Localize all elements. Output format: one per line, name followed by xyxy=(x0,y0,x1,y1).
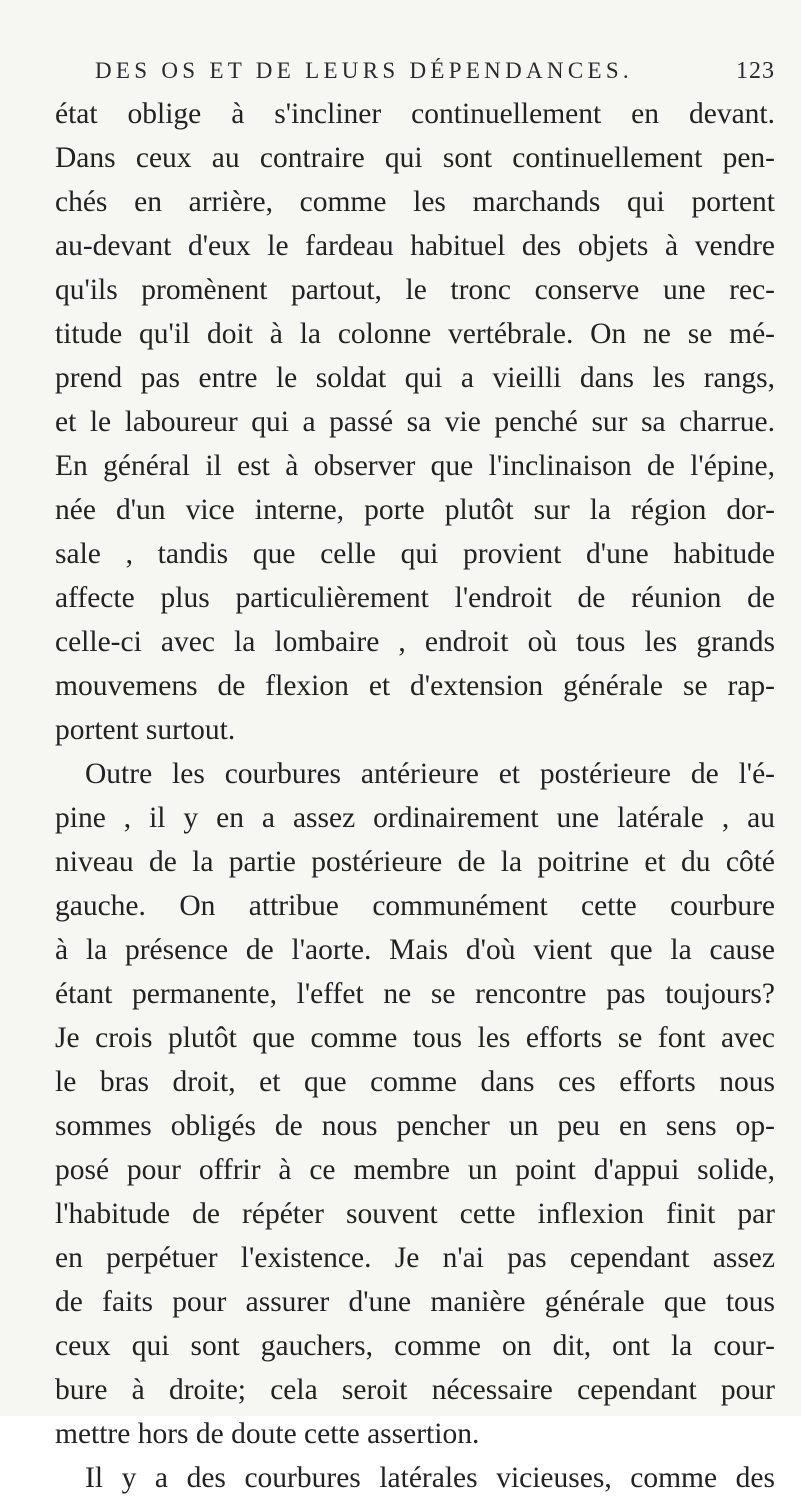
paragraph-first-line: Il y a des courbures latérales vicieuses, comme des xyxy=(85,1462,775,1494)
text-line: ceux qui sont gauchers, comme on dit, ont la cour- xyxy=(55,1330,775,1362)
text-line: En général il est à observer que l'inclinaison de l'épine, xyxy=(55,450,775,482)
text-line: niveau de la partie postérieure de la poitrine et du côté xyxy=(55,846,775,878)
text-line: pine , il y en a assez ordinairement une latérale , au xyxy=(55,802,775,834)
text-line: mouvemens de flexion et d'extension générale se rap- xyxy=(55,670,775,702)
page-number: 123 xyxy=(736,58,775,84)
text-line: sale , tandis que celle qui provient d'une habitude xyxy=(55,538,775,570)
text-line: le bras droit, et que comme dans ces efforts nous xyxy=(55,1066,775,1098)
running-title: DES OS ET DE LEURS DÉPENDANCES. xyxy=(95,58,633,83)
text-line: en perpétuer l'existence. Je n'ai pas cependant assez xyxy=(55,1242,775,1274)
text-line: gauche. On attribue communément cette courbure xyxy=(55,890,775,922)
running-head xyxy=(95,58,775,94)
text-line: l'habitude de répéter souvent cette inflexion finit par xyxy=(55,1198,775,1230)
text-line: chés en arrière, comme les marchands qui portent xyxy=(55,186,775,218)
paragraph-first-line: Outre les courbures antérieure et postérieure de l'é- xyxy=(85,758,775,790)
text-line: de faits pour assurer d'une manière générale que tous xyxy=(55,1286,775,1318)
text-line: Dans ceux au contraire qui sont continuellement pen- xyxy=(55,142,775,174)
text-line: et le laboureur qui a passé sa vie penché sur sa charrue. xyxy=(55,406,775,438)
text-line: étant permanente, l'effet ne se rencontre pas toujours? xyxy=(55,978,775,1010)
paragraph-end-line: portent surtout. xyxy=(55,714,236,746)
paragraph-end-line: mettre hors de doute cette assertion. xyxy=(55,1418,480,1450)
text-line: posé pour offrir à ce membre un point d'appui solide, xyxy=(55,1154,775,1186)
text-line: Je crois plutôt que comme tous les efforts se font avec xyxy=(55,1022,775,1054)
text-body xyxy=(55,92,775,1500)
text-line: prend pas entre le soldat qui a vieilli dans les rangs, xyxy=(55,362,775,394)
text-line: affecte plus particulièrement l'endroit de réunion de xyxy=(55,582,775,614)
text-line: bure à droite; cela seroit nécessaire cependant pour xyxy=(55,1374,775,1406)
text-line: titude qu'il doit à la colonne vertébrale. On ne se mé- xyxy=(55,318,775,350)
text-line: au-devant d'eux le fardeau habituel des objets à vendre xyxy=(55,230,775,262)
text-line: née d'un vice interne, porte plutôt sur la région dor- xyxy=(55,494,775,526)
text-line: à la présence de l'aorte. Mais d'où vient que la cause xyxy=(55,934,775,966)
text-line: celle-ci avec la lombaire , endroit où tous les grands xyxy=(55,626,775,658)
text-line: sommes obligés de nous pencher un peu en sens op- xyxy=(55,1110,775,1142)
text-line: qu'ils promènent partout, le tronc conserve une rec- xyxy=(55,274,775,306)
text-line: état oblige à s'incliner continuellement en devant. xyxy=(55,98,775,130)
